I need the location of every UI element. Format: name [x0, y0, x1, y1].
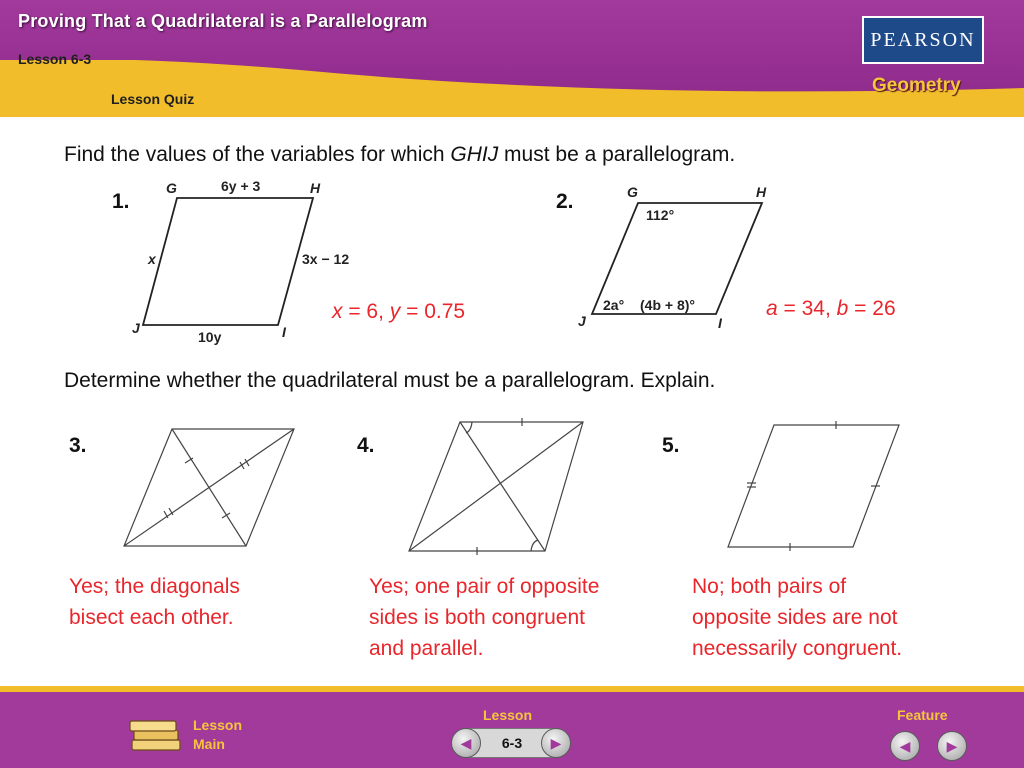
subject-label: Geometry	[872, 75, 961, 96]
answer-var-1: x	[332, 300, 343, 323]
answer-eq-2: = 0.75	[400, 300, 466, 323]
vertex-g: G	[627, 184, 638, 200]
answer-line: bisect each other.	[69, 606, 234, 629]
vertex-h: H	[310, 180, 321, 196]
lesson-label: Lesson 6-3	[18, 51, 92, 67]
lesson-main-line1: Lesson	[193, 717, 243, 733]
problem-1-answer	[332, 296, 465, 327]
problem-2-figure	[570, 178, 780, 338]
vertex-h: H	[756, 184, 767, 200]
vertex-j: J	[132, 320, 140, 336]
label-top-side: 6y + 3	[221, 178, 261, 194]
label-left-side: x	[148, 251, 156, 267]
arrow-left-icon: ◀	[899, 737, 911, 754]
vertex-i: I	[282, 324, 286, 340]
prompt-text-before: Find the values of the variables for which	[64, 143, 451, 166]
feature-next-button[interactable]	[937, 731, 967, 761]
answer-line: opposite sides are not	[692, 606, 898, 629]
answer-line: necessarily congruent.	[692, 637, 903, 660]
vertex-i: I	[718, 315, 722, 331]
answer-var-2: y	[389, 300, 401, 323]
problem-5-number: 5.	[662, 434, 680, 457]
parallelogram-1	[143, 198, 313, 325]
vertex-j: J	[578, 313, 586, 329]
prompt-find-values	[64, 143, 735, 167]
diagonal-b	[124, 429, 294, 546]
problem-2-answer	[766, 293, 896, 324]
arrow-right-icon: ▶	[946, 737, 958, 754]
answer-eq-1: = 6,	[342, 300, 390, 323]
angle-g-label: 112°	[646, 207, 675, 223]
answer-line: sides is both congruent	[369, 606, 585, 629]
lesson-main-line2: Main	[193, 736, 225, 752]
books-icon	[126, 714, 186, 758]
answer-line: Yes; the diagonals	[69, 575, 240, 598]
answer-eq-2: = 26	[848, 297, 896, 320]
angle-arc	[531, 540, 538, 551]
problem-3-figure	[120, 425, 300, 550]
lesson-nav-label: Lesson	[483, 707, 533, 723]
problem-4-answer	[369, 571, 599, 664]
section-label: Lesson Quiz	[111, 91, 195, 107]
diagonal-a	[460, 422, 545, 551]
problem-5-figure	[724, 420, 904, 552]
arrow-left-icon: ◀	[460, 734, 472, 751]
lesson-prev-button[interactable]	[451, 728, 481, 758]
problem-2-number: 2.	[556, 190, 574, 213]
lesson-main-label[interactable]	[193, 716, 242, 754]
problem-5-answer	[692, 571, 902, 664]
prompt-italic-name: GHIJ	[450, 143, 499, 166]
problem-1-number: 1.	[112, 190, 130, 213]
answer-line: No; both pairs of	[692, 575, 847, 598]
problem-4-figure	[405, 418, 590, 556]
angle-i-label: (4b + 8)°	[640, 297, 696, 313]
answer-var-2: b	[836, 297, 849, 320]
answer-line: and parallel.	[369, 637, 484, 660]
label-bottom-side: 10y	[198, 329, 222, 345]
pearson-logo: PEARSON	[862, 16, 984, 64]
lesson-next-button[interactable]	[541, 728, 571, 758]
prompt-text-after: must be a parallelogram.	[498, 143, 736, 166]
problem-3-number: 3.	[69, 434, 87, 457]
lesson-main-link[interactable]	[126, 714, 186, 758]
vertex-g: G	[166, 180, 177, 196]
feature-prev-button[interactable]	[890, 731, 920, 761]
answer-var-1: a	[766, 297, 778, 320]
label-right-side: 3x − 12	[302, 251, 350, 267]
feature-nav-label: Feature	[897, 707, 948, 723]
angle-arc	[466, 422, 472, 433]
prompt-determine: Determine whether the quadrilateral must be a parallelogram. Explain.	[64, 369, 716, 392]
problem-3-answer	[69, 571, 240, 633]
answer-line: Yes; one pair of opposite	[369, 575, 600, 598]
lesson-number: 6-3	[501, 735, 523, 751]
answer-eq-1: = 34,	[777, 297, 837, 320]
arrow-right-icon: ▶	[550, 734, 562, 751]
problem-4-number: 4.	[357, 434, 375, 457]
page-title: Proving That a Quadrilateral is a Parallelogram	[18, 11, 428, 31]
angle-j-label: 2a°	[603, 297, 625, 313]
header-stripe	[0, 112, 1024, 117]
